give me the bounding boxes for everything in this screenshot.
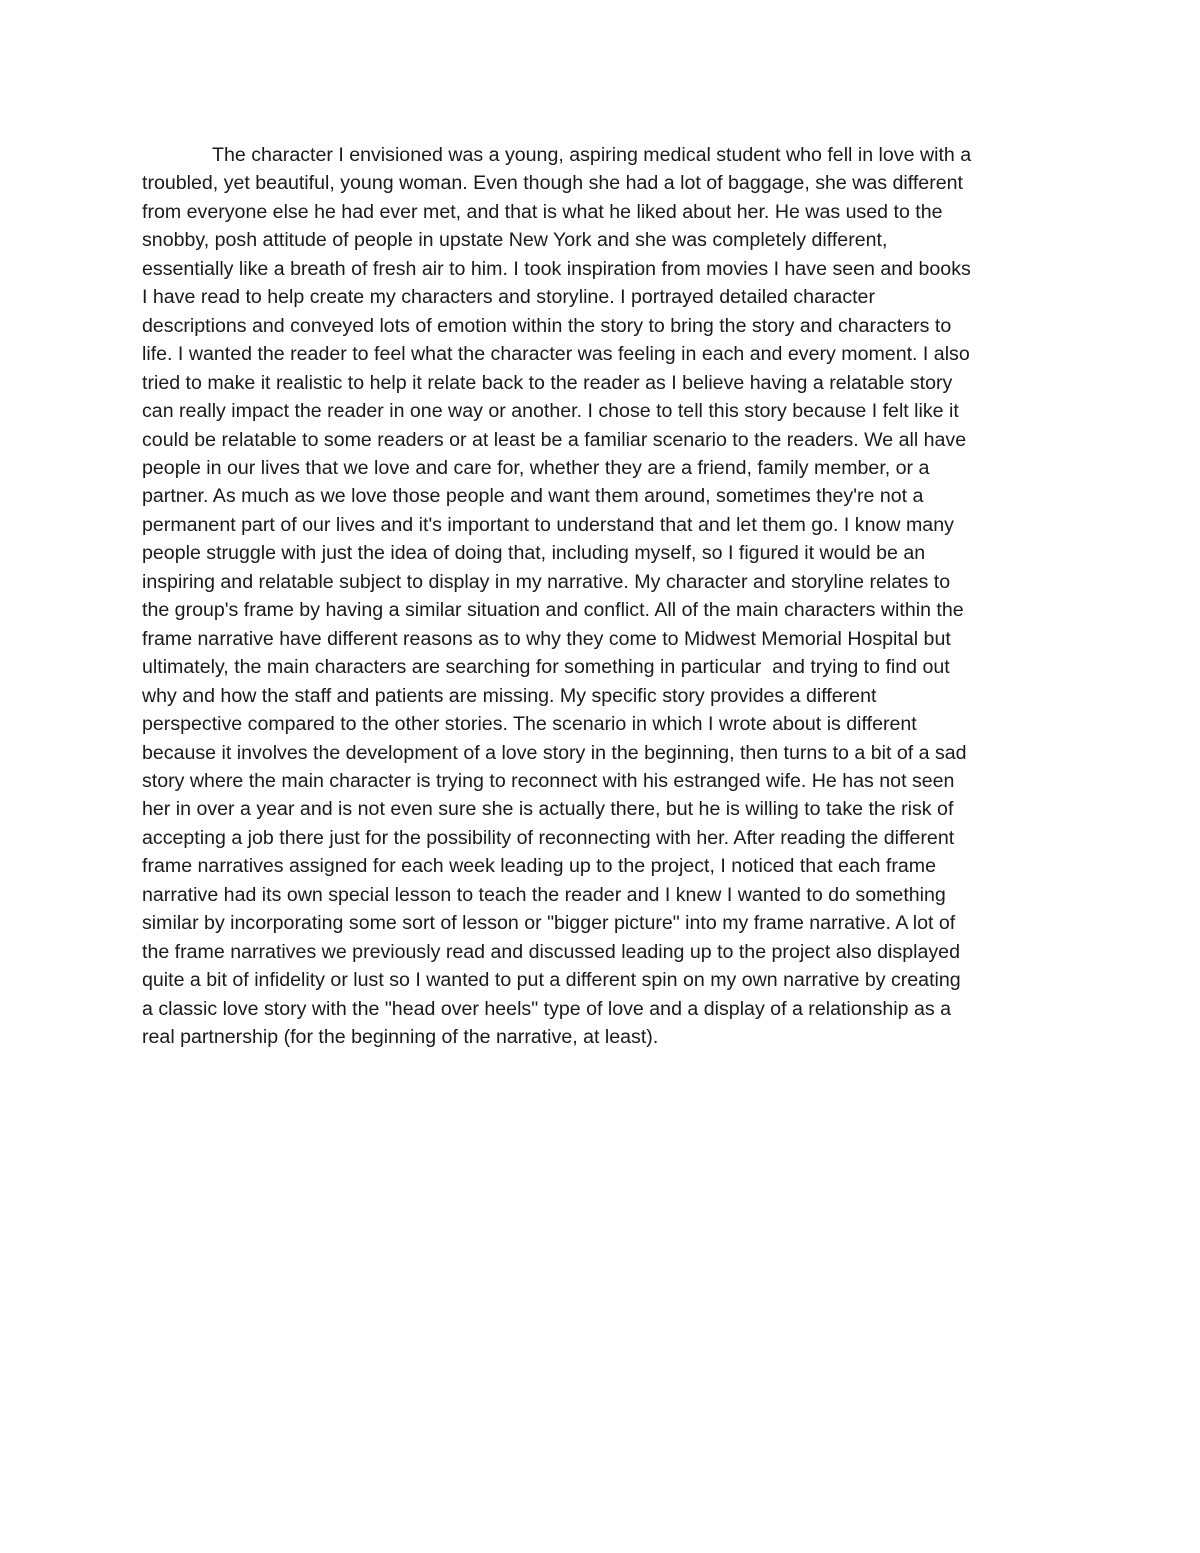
paragraph-line: tried to make it realistic to help it relate back to the reader as I believe having a relatable story [142, 371, 953, 394]
body-paragraph [142, 141, 1072, 1052]
paragraph-line: life. I wanted the reader to feel what the character was feeling in each and every moment. I also [142, 343, 970, 366]
paragraph-line: frame narrative have different reasons as to why they come to Midwest Memorial Hospital but [142, 627, 951, 650]
paragraph-line: her in over a year and is not even sure she is actually there, but he is willing to take the risk of [142, 798, 954, 821]
paragraph-line: quite a bit of infidelity or lust so I wanted to put a different spin on my own narrative by creating [142, 969, 961, 992]
paragraph-line: narrative had its own special lesson to teach the reader and I knew I wanted to do something [142, 883, 946, 906]
paragraph-line: essentially like a breath of fresh air to him. I took inspiration from movies I have seen and books [142, 257, 971, 280]
paragraph-line: real partnership (for the beginning of the narrative, at least). [142, 1026, 659, 1049]
paragraph-line: because it involves the development of a love story in the beginning, then turns to a bit of a sad [142, 741, 967, 764]
paragraph-line: ultimately, the main characters are searching for something in particular and trying to find out [142, 656, 950, 679]
paragraph-line: descriptions and conveyed lots of emotion within the story to bring the story and characters to [142, 314, 952, 337]
paragraph-line: could be relatable to some readers or at least be a familiar scenario to the readers. We all have [142, 428, 967, 451]
paragraph-line: the group's frame by having a similar situation and conflict. All of the main characters within the [142, 599, 964, 622]
paragraph-line: accepting a job there just for the possibility of reconnecting with her. After reading the different [142, 826, 955, 849]
paragraph-line: why and how the staff and patients are missing. My specific story provides a different [142, 684, 877, 707]
paragraph-line: The character I envisioned was a young, aspiring medical student who fell in love with a [212, 144, 972, 166]
paragraph-line: the frame narratives we previously read and discussed leading up to the project also displayed [142, 940, 960, 963]
paragraph-line: from everyone else he had ever met, and that is what he liked about her. He was used to the [142, 200, 943, 223]
paragraph-line: snobby, posh attitude of people in upstate New York and she was completely different, [142, 229, 888, 252]
paragraph-line: people struggle with just the idea of doing that, including myself, so I figured it would be an [142, 542, 926, 565]
paragraph-line: perspective compared to the other stories. The scenario in which I wrote about is different [142, 713, 917, 736]
paragraph-line: similar by incorporating some sort of lesson or "bigger picture" into my frame narrative. A lot of [142, 912, 956, 935]
paragraph-line: permanent part of our lives and it's important to understand that and let them go. I know many [142, 513, 954, 536]
paragraph-line: inspiring and relatable subject to display in my narrative. My character and storyline relates to [142, 570, 951, 593]
paragraph-line: can really impact the reader in one way or another. I chose to tell this story because I felt like it [142, 400, 959, 423]
paragraph-line: frame narratives assigned for each week leading up to the project, I noticed that each frame [142, 855, 936, 878]
paragraph-line: troubled, yet beautiful, young woman. Even though she had a lot of baggage, she was different [142, 172, 963, 195]
paragraph-line: story where the main character is trying to reconnect with his estranged wife. He has not seen [142, 769, 955, 792]
paragraph-line: partner. As much as we love those people and want them around, sometimes they're not a [142, 485, 924, 508]
paragraph-line: I have read to help create my characters and storyline. I portrayed detailed character [142, 286, 875, 309]
paragraph-line: people in our lives that we love and care for, whether they are a friend, family member, or a [142, 456, 930, 479]
paragraph-line: a classic love story with the "head over heels" type of love and a display of a relationship as a [142, 997, 951, 1020]
